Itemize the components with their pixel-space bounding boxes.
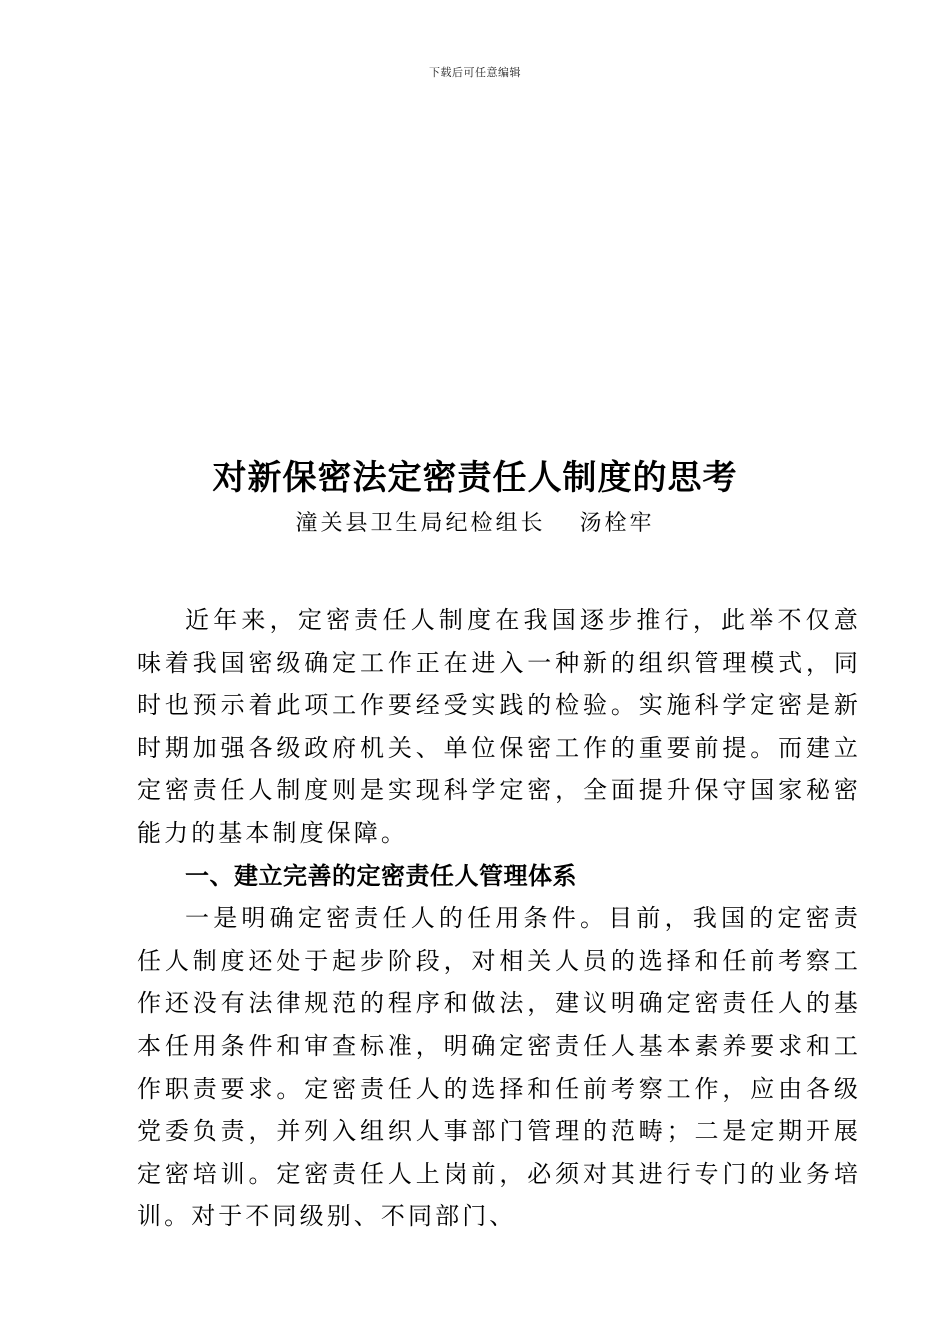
section-paragraph: 一是明确定密责任人的任用条件。目前，我国的定密责任人制度还处于起步阶段，对相关人员的选择和任前考察工作还没有法律规范的程序和做法，建议明确定密责任人的基本任用条件和审查标准，明确定密责任人基本素养要求和工作职责要求。定密责任人的选择和任前考察工作，应由各级党委负责，并列入组织人事部门管理的范畴；二是定期开展定密培训。定密责任人上岗前，必须对其进行专门的业务培训。对于不同级别、不同部门、 bbox=[137, 904, 861, 1231]
header-note: 下载后可任意编辑 bbox=[429, 66, 521, 79]
document-title: 对新保密法定密责任人制度的思考 bbox=[212, 458, 738, 498]
section-heading: 一、建立完善的定密责任人管理体系 bbox=[185, 861, 577, 890]
author-byline bbox=[0, 506, 950, 537]
document-body bbox=[137, 599, 861, 1238]
author-name: 汤栓牢 bbox=[579, 511, 655, 536]
author-organization: 潼关县卫生局纪检组长 bbox=[295, 511, 546, 536]
intro-paragraph: 近年来，定密责任人制度在我国逐步推行，此举不仅意味着我国密级确定工作正在进入一种新的组织管理模式，同时也预示着此项工作要经受实践的检验。实施科学定密是新时期加强各级政府机关、单位保密工作的重要前提。而建立定密责任人制度则是实现科学定密，全面提升保守国家秘密能力的基本制度保障。 bbox=[137, 606, 861, 847]
